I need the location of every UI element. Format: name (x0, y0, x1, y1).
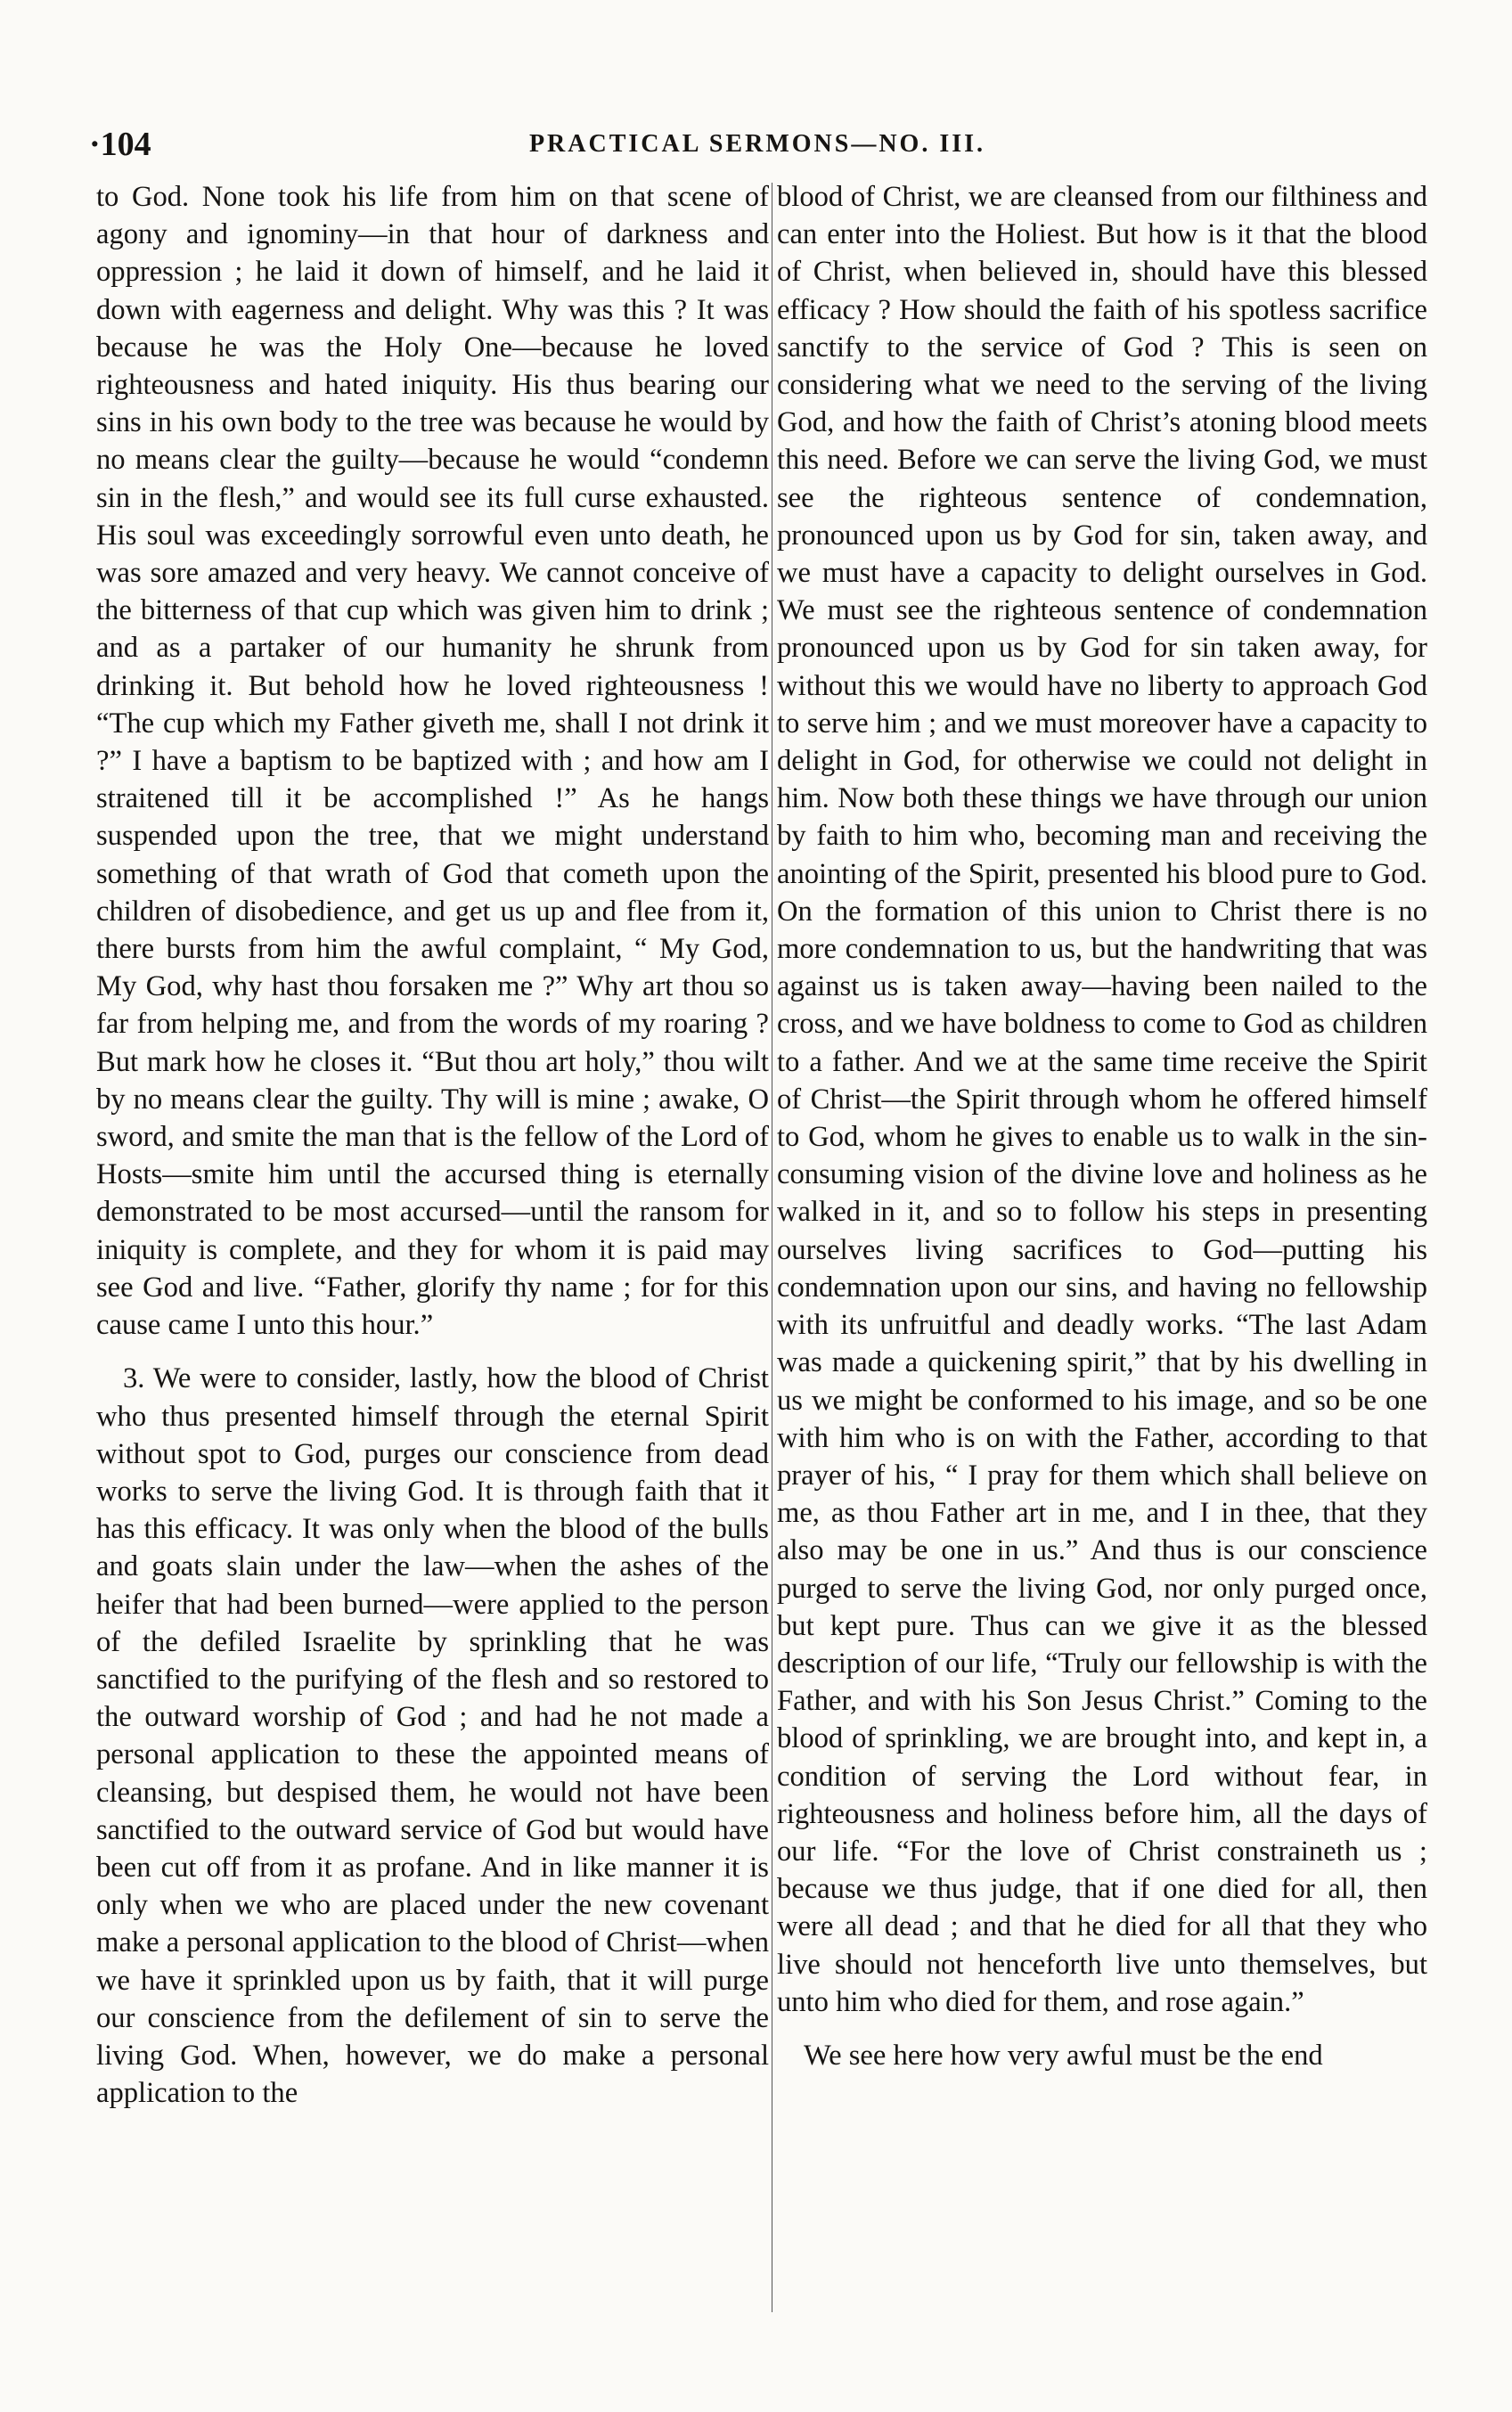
paragraph: to God. None took his life from him on that scene of agony and ignominy—in that hour of darkness and oppression ; he laid it down of himself, and he laid it down with eagerness and delight. Why was this ? It was because he was the Holy One—because he loved righteousness and hated iniquity. His thus bearing our sins in his own body to the tree was because he would by no means clear the guilty—because he would “condemn sin in the flesh,” and would see its full curse exhausted. His soul was exceedingly sorrowful even unto death, he was sore amazed and very heavy. We cannot conceive of the bitterness of that cup which was given him to drink ; and as a partaker of our humanity he shrunk from drinking it. But behold how he loved righteousness ! “The cup which my Father giveth me, shall I not drink it ?” I have a baptism to be baptized with ; and how am I straitened till it be accomplished !” As he hangs suspended upon the tree, that we might understand something of that wrath of God that cometh upon the children of disobedience, and get us up and flee from it, there bursts from him the awful complaint, “ My God, My God, why hast thou forsaken me ?” Why art thou so far from helping me, and from the words of my roaring ? But mark how he closes it. “But thou art holy,” thou wilt by no means clear the guilty. Thy will is mine ; awake, O sword, and smite the man that is the fellow of the Lord of Hosts—smite him until the accursed thing is eternally demonstrated to be most accursed—until the ransom for iniquity is complete, and they for whom it is paid may see God and live. “Father, glorify thy name ; for for this cause came I unto this hour.” (96, 181, 769, 1342)
paragraph: We see here how very awful must be the end (804, 2039, 1323, 2072)
page-header (89, 125, 1426, 169)
page-number: ·104 (89, 126, 151, 163)
paragraph: 3. We were to consider, lastly, how the blood of Christ who thus presented himself through the eternal Spirit without spot to God, purges our conscience from dead works to serve the living God. It is through faith that it has this efficacy. It was only when the blood of the bulls and goats slain under the law—when the ashes of the heifer that had been burned—were applied to the person of the defiled Israelite by sprinkling that he was sanctified to the purifying of the flesh and so restored to the outward worship of God ; and had he not made a personal application to these the appointed means of cleansing, but despised them, he would not have been sanctified to the outward service of God but would have been cut off from it as profane. And in like manner it is only when we who are placed under the new covenant make a personal application to the blood of Christ—when we have it sprinkled upon us by faith, that it will purge our conscience from the defilement of sin to serve the living God. When, however, we do make a personal application to the (96, 1362, 769, 2110)
right-column (777, 178, 1427, 2074)
running-head: PRACTICAL SERMONS—NO. III. (528, 130, 986, 158)
left-column (96, 178, 769, 2112)
paragraph: blood of Christ, we are cleansed from our filthiness and can enter into the Holiest. But how is it that the blood of Christ, when believed in, should have this blessed efficacy ? How should the faith of his spotless sacrifice sanctify to the service of God ? This is seen on considering what we need to the serving of the living God, and how the faith of Christ’s atoning blood meets this need. Before we can serve the living God, we must see the righteous sentence of condemnation, pronounced upon us by God for sin, taken away, and we must have a capacity to delight ourselves in God. We must see the righteous sentence of condemnation pronounced upon us by God for sin taken away, for without this we would have no liberty to approach God to serve him ; and we must moreover have a capacity to delight in God, for otherwise we could not delight in him. Now both these things we have through our union by faith to him who, becoming man and receiving the anointing of the Spirit, presented his blood pure to God. On the formation of this union to Christ there is no more condemnation to us, but the handwriting that was against us is taken away—having been nailed to the cross, and we have boldness to come to God as children to a father. And we at the same time receive the Spirit of Christ—the Spirit through whom he offered himself to God, whom he gives to enable us to walk in the sin-consuming vision of the divine love and holiness as he walked in it, and so to follow his steps in presenting ourselves living sacrifices to God—putting his condemnation upon our sins, and having no fellowship with its unfruitful and deadly works. “The last Adam was made a quickening spirit,” that by his dwelling in us we might be conformed to his image, and so be one with him who is on with the Father, according to that prayer of his, “ I pray for them which shall believe on me, as thou Father art in me, and I in thee, that they also may be one in us.” And thus is our conscience purged to serve the living God, nor only purged once, but kept pure. Thus can we give it as the blessed description of our life, “Truly our fellowship is with the Father, and with his Son Jesus Christ.” Coming to the blood of sprinkling, we are brought into, and kept in, a condition of serving the Lord without fear, in righteousness and holiness before him, all the days of our life. “For the love of Christ constraineth us ; because we thus judge, that if one died for all, then were all dead ; and that he died for all that they who live should not henceforth live unto themselves, but unto him who died for them, and rose again.” (777, 181, 1427, 2018)
